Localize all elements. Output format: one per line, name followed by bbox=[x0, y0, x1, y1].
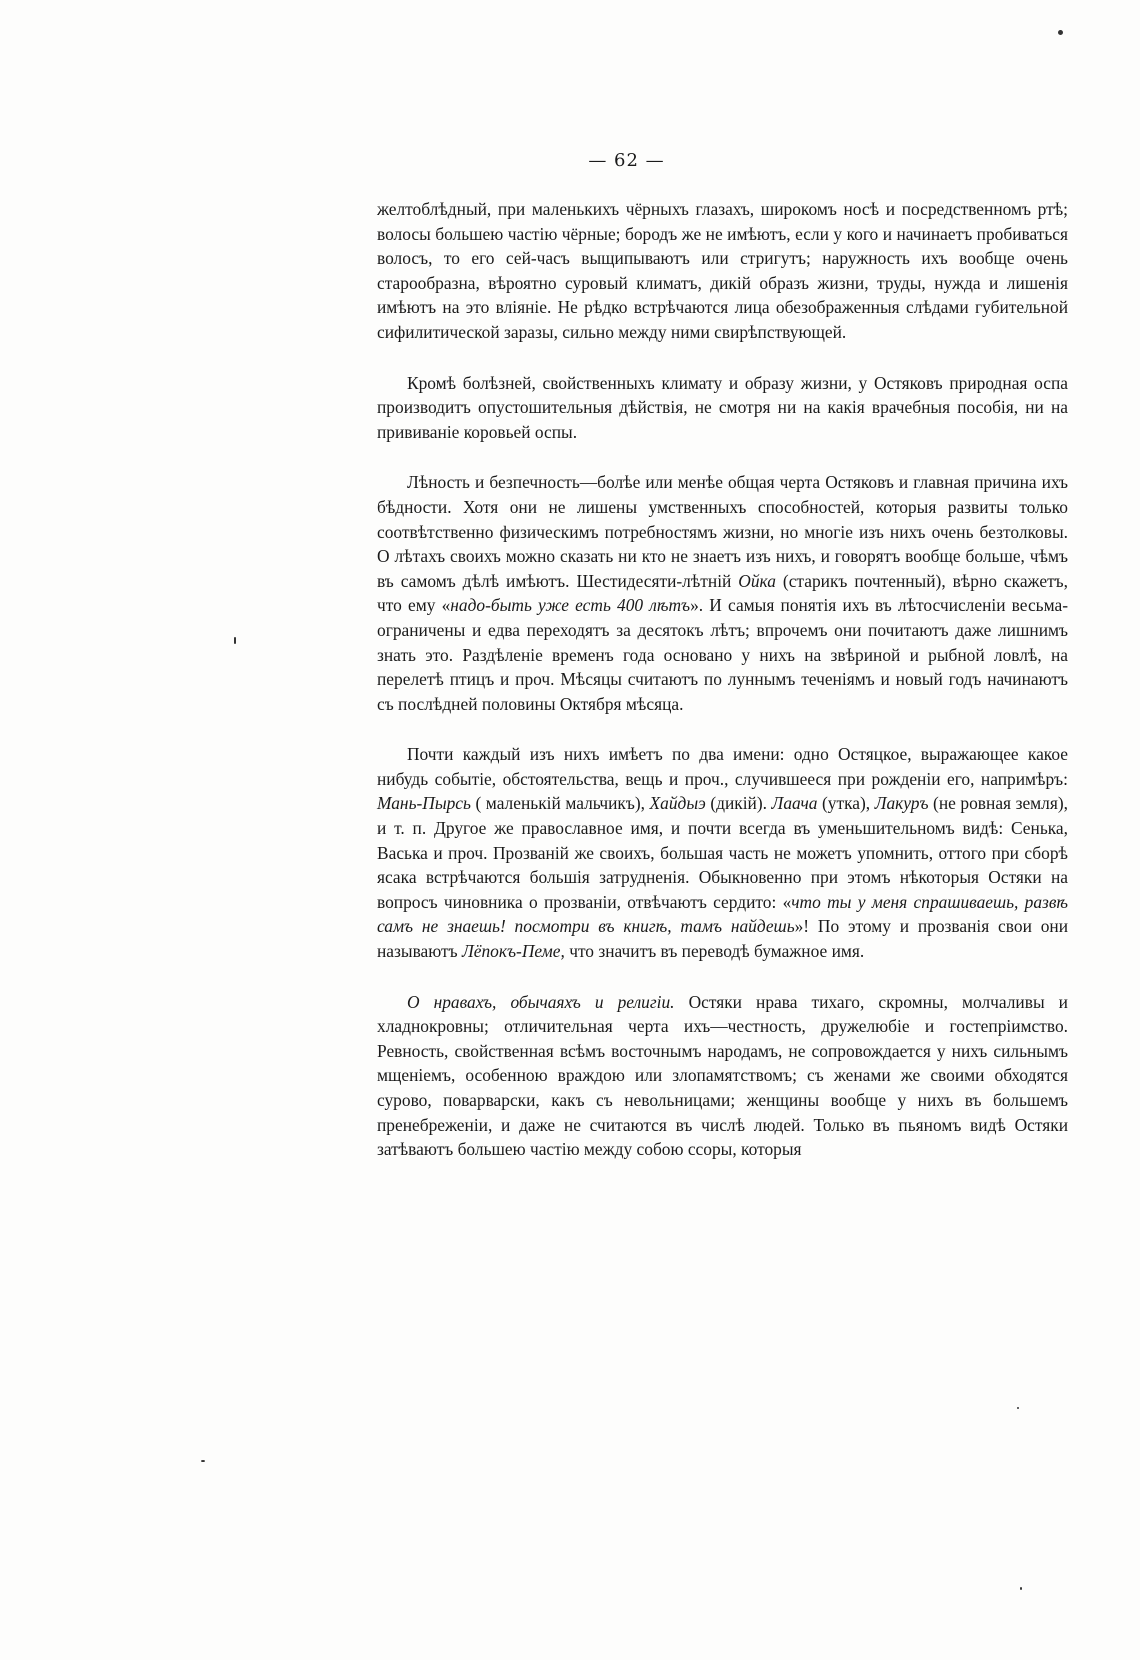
italic-quote-reply: что ты у меня спрашиваешь, развѣ самъ не знаешь! посмотри въ книгѣ, тамъ найдешь bbox=[377, 891, 1068, 937]
paragraph-1 bbox=[377, 197, 1068, 345]
italic-term-laacha: Лаача bbox=[771, 793, 818, 814]
paragraph-text: Лѣность и безпечность—болѣе или менѣе общая черта Остяковъ и главная причина ихъ бѣдности. Хотя они не лишены умственныхъ способностей, которыя развиты только соотвѣтственно физическимъ потребностямъ жизни, но многіе изъ нихъ очень безтолковы. О лѣтахъ своихъ можно сказать ни кто не знаетъ изъ нихъ, и говорятъ вообще больше, чѣмъ въ самомъ дѣлѣ имѣютъ. Шестидесяти-лѣтній bbox=[377, 472, 1068, 591]
paragraph-text: ( маленькій мальчикъ), bbox=[470, 793, 650, 814]
paragraph-text: »! По этому и прозванія свои они называютъ bbox=[377, 916, 1069, 962]
italic-term-oika: Ойка bbox=[738, 570, 776, 591]
paragraph-text: желтоблѣдный, при маленькихъ чёрныхъ глазахъ, широкомъ носѣ и посредственномъ ртѣ; волосы большею частію чёрные; бородъ же не имѣютъ, если у кого и начинаетъ пробиваться волосъ, то его сей-часъ выщипываютъ или стригутъ; наружность ихъ вообще очень старообразна, вѣроятно суровый климатъ, дикій образъ жизни, труды, нужда и лишенія имѣютъ на это вліяніе. Не рѣдко встрѣчаются лица обезображенныя слѣдами губительной сифилитической заразы, сильно между ними свирѣпствующей. bbox=[377, 199, 1068, 342]
scan-speck bbox=[1017, 1407, 1019, 1409]
section-heading: О нравахъ, обычаяхъ и религіи. bbox=[407, 991, 675, 1012]
scan-speck bbox=[234, 637, 236, 644]
paragraph-text: Остяки нрава тихаго, скромны, молчаливы и хладнокровны; отличительная черта ихъ—честность, дружелюбіе и гостепріимство. Ревность, свойственная всѣмъ восточнымъ народамъ, не сопровождается у нихъ сильнымъ мщеніемъ, особенною враждою или злопамятствомъ; съ женами же своими обходятся сурово, поварварски, какъ съ невольницами; женщины вообще у нихъ въ большемъ пренебреженіи, и даже не считаются въ числѣ людей. Только въ пьяномъ видѣ Остяки затѣваютъ большею частію между собою ссоры, которыя bbox=[377, 991, 1068, 1160]
paragraph-text: что значитъ въ переводѣ бумажное имя. bbox=[564, 941, 865, 962]
italic-quote-age: надо-быть уже есть 400 лѣтъ bbox=[450, 595, 691, 616]
paragraph-text: (утка), bbox=[817, 793, 875, 814]
paragraph-text: (старикъ почтенный), вѣрно скажетъ, что ему « bbox=[377, 570, 1069, 616]
page-number: — 62 — bbox=[588, 150, 665, 171]
italic-term-man-pyrs: Мань-Пырсь bbox=[377, 793, 471, 814]
italic-term-lepok-peme: Лёпокъ-Пеме, bbox=[461, 941, 565, 962]
scan-speck bbox=[1020, 1587, 1022, 1590]
paragraph-text: Почти каждый изъ нихъ имѣетъ по два имени: одно Остяцкое, выражающее какое нибудь событіе, обстоятельства, вещь и проч., случившееся при рожденіи его, напримѣръ: bbox=[377, 744, 1068, 789]
paragraph-text: (не ровная земля), и т. п. Другое же православное имя, и почти всегда въ уменьшительномъ видѣ: Сенька, Васька и проч. Прозваній же своихъ, большая часть не можетъ упомнить, оттого при сборѣ ясака встрѣчаются большія затрудненія. Обыкновенно при этомъ нѣкоторыя Остяки на вопросъ чиновника о прозваніи, отвѣчаютъ сердито: « bbox=[377, 793, 1068, 912]
paragraph-text: Кромѣ болѣзней, свойственныхъ климату и образу жизни, у Остяковъ природная оспа производитъ опустошительныя дѣйствія, не смотря ни на какія врачебныя пособія, ни на прививаніе коровьей оспы. bbox=[377, 372, 1068, 442]
paragraph-4 bbox=[377, 742, 1068, 963]
italic-term-khaidye: Хайдыэ bbox=[649, 793, 706, 814]
paragraph-2 bbox=[377, 371, 1068, 445]
scan-speck bbox=[201, 1460, 205, 1462]
italic-term-lakur: Лакуръ bbox=[874, 793, 929, 814]
paragraph-text: (дикій). bbox=[705, 793, 772, 814]
paragraph-3 bbox=[377, 470, 1068, 716]
paragraph-5 bbox=[377, 990, 1068, 1162]
scan-speck bbox=[1058, 30, 1063, 35]
body-text bbox=[377, 197, 1068, 1188]
paragraph-text: ». И самыя понятія ихъ въ лѣтосчисленіи весьма-ограничены и едва переходятъ за десятокъ лѣтъ; впрочемъ они почитаютъ даже лишнимъ знать это. Раздѣленіе временъ года основано у нихъ на звѣриной и рыбной ловлѣ, на перелетѣ птицъ и проч. Мѣсяцы считаютъ по луннымъ теченіямъ и новый годъ начинаютъ съ послѣдней половины Октября мѣсяца. bbox=[377, 595, 1068, 714]
